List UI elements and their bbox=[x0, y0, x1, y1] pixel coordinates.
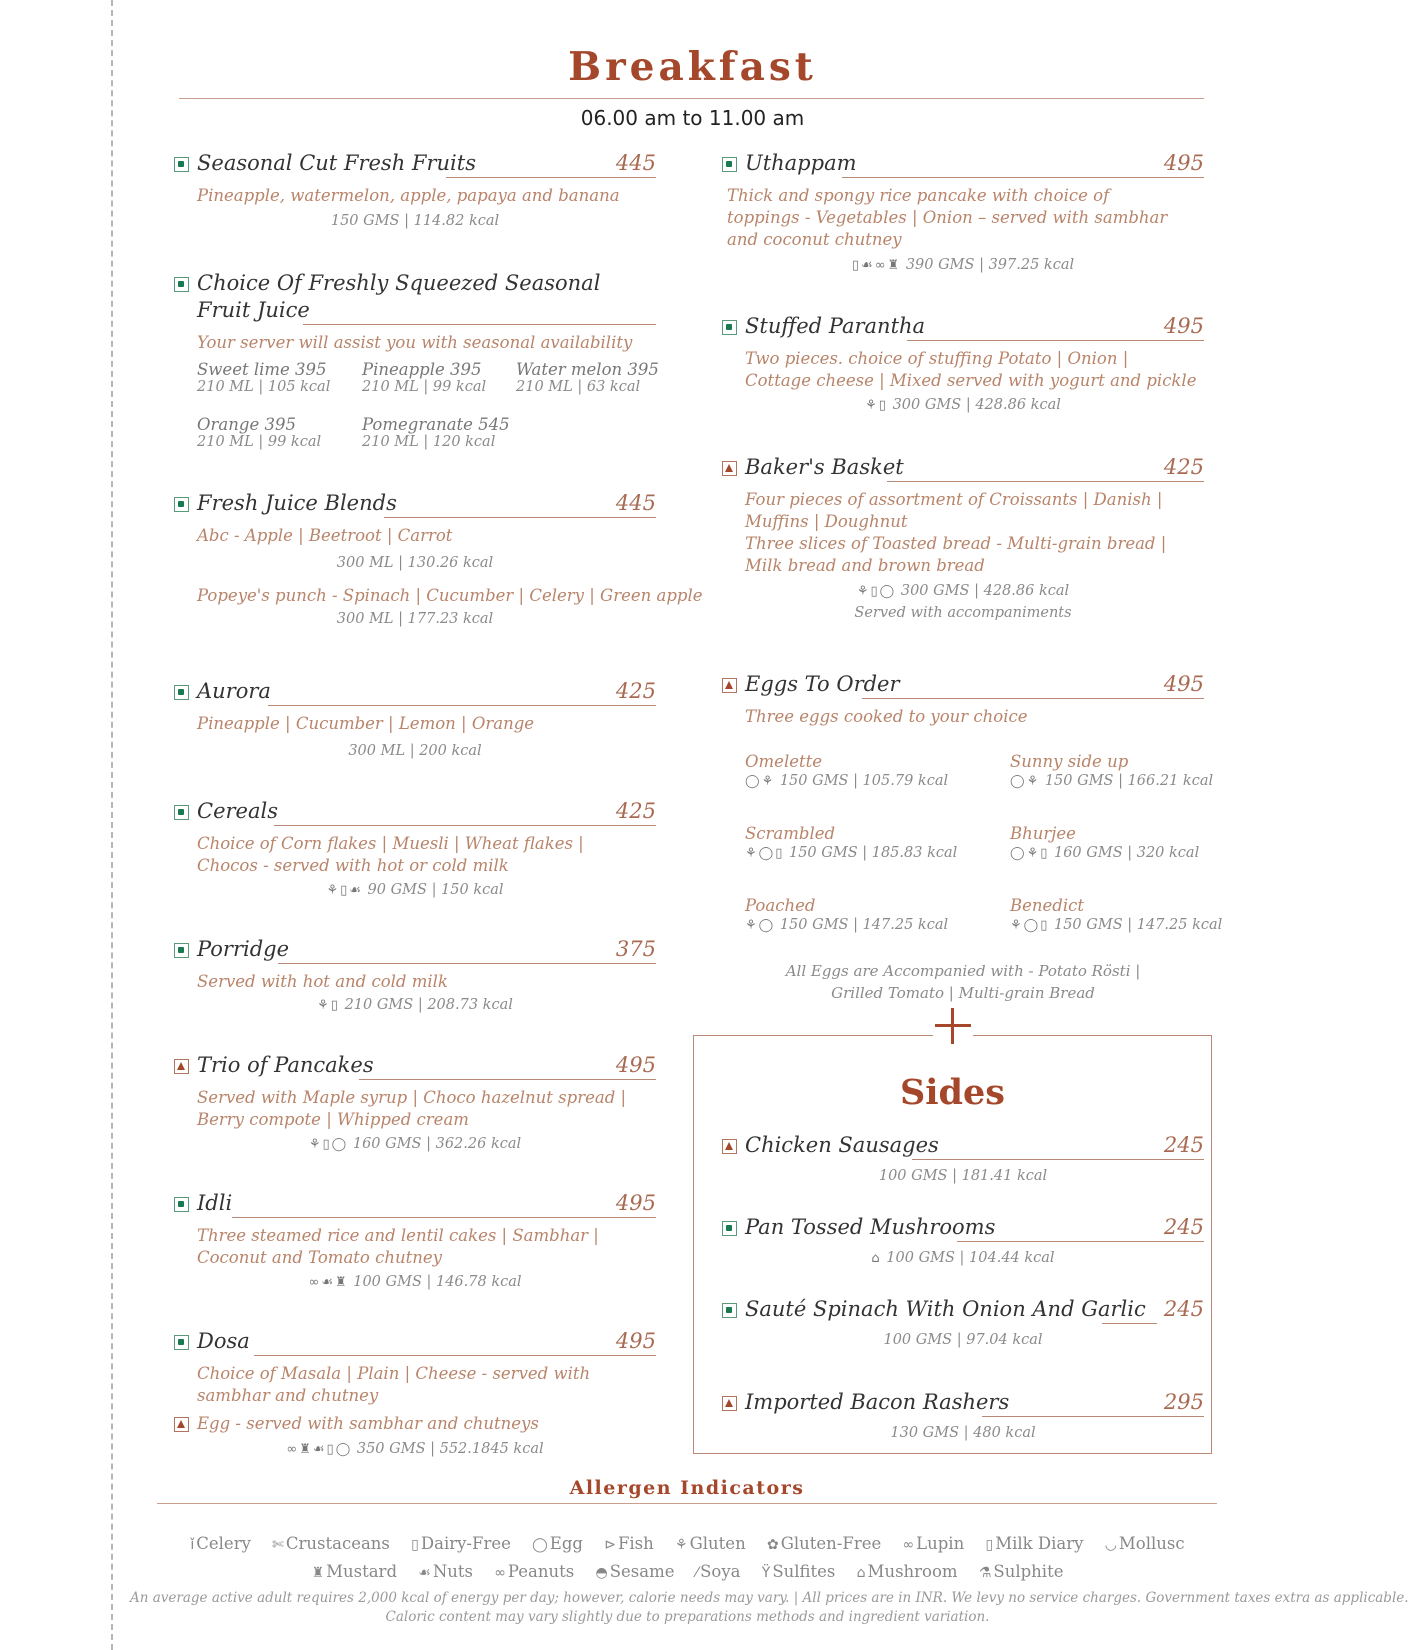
veg-icon bbox=[174, 805, 189, 820]
mustard-icon: ♜ bbox=[311, 1565, 325, 1581]
nutrition-text: 300 GMS | 428.86 kcal bbox=[892, 397, 1061, 413]
egg-icon: ◯ bbox=[335, 1442, 351, 1457]
mustard-icon: ♜ bbox=[887, 258, 900, 273]
lupin-icon: ∞ bbox=[902, 1537, 915, 1553]
item-price: 495 bbox=[615, 1329, 656, 1353]
veg-icon bbox=[174, 157, 189, 172]
egg-icon: ◯ bbox=[1010, 774, 1025, 789]
item-price: 425 bbox=[1163, 455, 1204, 479]
mustard-icon: ♜ bbox=[299, 1442, 311, 1457]
celery-icon: ǐ bbox=[190, 1537, 195, 1553]
milk-icon: ▯ bbox=[985, 1537, 994, 1553]
egg-option bbox=[745, 823, 957, 861]
allergen-peanuts: ∞ Peanuts bbox=[494, 1562, 575, 1581]
allergen-divider bbox=[157, 1503, 1217, 1504]
item-description: Pineapple, watermelon, apple, papaya and banana bbox=[197, 186, 620, 205]
item-description: Popeye's punch - Spinach | Cucumber | Celery | Green apple bbox=[197, 586, 703, 605]
item-price: 495 bbox=[615, 1053, 656, 1077]
egg-icon: ◯ bbox=[879, 584, 895, 599]
item-name: Trio of Pancakes bbox=[197, 1053, 374, 1077]
item-nutrition: 300 ML | 130.26 kcal bbox=[336, 555, 494, 571]
veg-icon bbox=[722, 1303, 737, 1318]
egg-icon: ◯ bbox=[1010, 846, 1025, 861]
item-description: Pineapple | Cucumber | Lemon | Orange bbox=[197, 714, 535, 733]
item-name: Pan Tossed Mushrooms bbox=[745, 1215, 996, 1239]
option-name: Pomegranate 545 bbox=[362, 415, 510, 434]
item-nutrition bbox=[722, 257, 1204, 273]
gluten-icon: ⚘ bbox=[1010, 918, 1022, 933]
juice-option bbox=[362, 360, 486, 395]
nonveg-icon bbox=[722, 1139, 737, 1154]
veg-icon bbox=[722, 157, 737, 172]
soya-icon: ⁄ bbox=[695, 1565, 699, 1581]
item-nutrition bbox=[174, 1441, 656, 1457]
allergen-sulfites: Ÿ Sulfites bbox=[761, 1562, 836, 1581]
juice-option bbox=[197, 415, 321, 450]
option-name: Water melon 395 bbox=[516, 360, 659, 379]
fish-icon: ⊳ bbox=[604, 1537, 616, 1553]
item-nutrition bbox=[174, 1274, 656, 1290]
veg-icon bbox=[174, 277, 189, 292]
nonveg-icon bbox=[722, 678, 737, 693]
allergen-soya: ⁄ Soya bbox=[695, 1562, 741, 1581]
milk-icon: ▯ bbox=[322, 1137, 330, 1152]
allergen-row bbox=[130, 1534, 1245, 1553]
option-nutrition: 150 GMS | 105.79 kcal bbox=[779, 773, 949, 789]
nutrition-text: 390 GMS | 397.25 kcal bbox=[905, 257, 1075, 273]
nuts-icon: ☙ bbox=[861, 258, 873, 273]
item-price: 495 bbox=[1163, 151, 1204, 175]
gluten-icon: ⚘ bbox=[761, 774, 774, 789]
menu-item-seasonal-fruits bbox=[174, 150, 656, 229]
menu-item-dosa bbox=[174, 1328, 656, 1457]
allergen-gluten-free: ✿ Gluten-Free bbox=[766, 1534, 882, 1553]
peanuts-icon: ∞ bbox=[494, 1565, 506, 1581]
menu-item-juice-blends bbox=[174, 490, 703, 627]
item-name: Chicken Sausages bbox=[745, 1133, 939, 1157]
item-description: Berry compote | Whipped cream bbox=[197, 1110, 469, 1129]
juice-option bbox=[197, 360, 330, 395]
veg-icon bbox=[174, 497, 189, 512]
nuts-icon: ☙ bbox=[349, 883, 361, 898]
nuts-icon: ☙ bbox=[312, 1442, 325, 1457]
mushroom-icon: ⌂ bbox=[856, 1565, 866, 1581]
egg-icon: ◯ bbox=[331, 1137, 347, 1152]
item-description: and coconut chutney bbox=[727, 230, 902, 249]
item-price: 425 bbox=[615, 679, 656, 703]
item-description: Coconut and Tomato chutney bbox=[197, 1248, 442, 1267]
item-nutrition: 300 ML | 200 kcal bbox=[348, 743, 482, 759]
plus-icon bbox=[933, 1006, 973, 1046]
milk-icon: ▯ bbox=[851, 258, 860, 273]
item-nutrition bbox=[174, 882, 656, 898]
option-nutrition: 210 ML | 99 kcal bbox=[197, 434, 322, 450]
allergen-row bbox=[130, 1562, 1245, 1581]
sulfites-icon: Ÿ bbox=[761, 1565, 771, 1581]
option-nutrition: 210 ML | 99 kcal bbox=[362, 379, 487, 395]
peanuts-icon: ∞ bbox=[308, 1275, 320, 1290]
mustard-icon: ♜ bbox=[334, 1275, 347, 1290]
item-description: sambhar and chutney bbox=[197, 1386, 379, 1405]
item-name: Idli bbox=[197, 1191, 233, 1215]
nonveg-icon bbox=[722, 461, 737, 476]
item-description: Four pieces of assortment of Croissants | Danish | bbox=[745, 490, 1163, 509]
item-description: Two pieces. choice of stuffing Potato | Onion | bbox=[745, 349, 1129, 368]
menu-item-cereals bbox=[174, 798, 656, 898]
allergen-mushroom: ⌂ Mushroom bbox=[856, 1562, 958, 1581]
gluten-icon: ⚘ bbox=[865, 398, 877, 413]
menu-item-eggs-to-order bbox=[722, 671, 1223, 1002]
eggs-note: All Eggs are Accompanied with - Potato Rösti | bbox=[785, 962, 1141, 980]
veg-icon bbox=[174, 1197, 189, 1212]
gluten-icon: ⚘ bbox=[308, 1137, 321, 1152]
item-name: Sauté Spinach With Onion And Garlic bbox=[745, 1297, 1146, 1321]
nutrition-text: 100 GMS | 104.44 kcal bbox=[886, 1250, 1055, 1266]
sides-title: Sides bbox=[899, 1072, 1006, 1113]
menu-item-pancakes bbox=[174, 1052, 656, 1152]
item-description: Abc - Apple | Beetroot | Carrot bbox=[197, 526, 453, 545]
menu-item-uthappam bbox=[722, 150, 1204, 273]
egg-option bbox=[1010, 895, 1222, 933]
side-item bbox=[722, 1296, 1204, 1348]
nonveg-icon bbox=[174, 1059, 189, 1074]
peanuts-icon: ∞ bbox=[286, 1442, 298, 1457]
option-name: Scrambled bbox=[745, 824, 836, 843]
allergen-egg: ◯ Egg bbox=[532, 1534, 583, 1553]
nonveg-icon bbox=[722, 1396, 737, 1411]
item-description: Served with Maple syrup | Choco hazelnut spread | bbox=[197, 1088, 627, 1107]
option-nutrition: 210 ML | 120 kcal bbox=[362, 434, 496, 450]
egg-option bbox=[745, 751, 948, 789]
milk-icon: ▯ bbox=[330, 998, 338, 1013]
gluten-icon: ⚘ bbox=[1026, 846, 1039, 861]
gluten-icon: ⚘ bbox=[745, 846, 757, 861]
item-nutrition bbox=[722, 1250, 1204, 1266]
gluten-icon: ⚘ bbox=[745, 918, 757, 933]
nuts-icon: ☙ bbox=[418, 1565, 431, 1581]
item-description: Three steamed rice and lentil cakes | Sambhar | bbox=[197, 1226, 599, 1245]
item-description: Three eggs cooked to your choice bbox=[745, 707, 1028, 726]
veg-icon bbox=[174, 685, 189, 700]
milk-icon: ▯ bbox=[326, 1442, 334, 1457]
mollusc-icon: ◡ bbox=[1104, 1537, 1117, 1553]
option-name: Bhurjee bbox=[1010, 824, 1076, 843]
gluten-icon: ⚘ bbox=[326, 883, 339, 898]
item-description: Served with hot and cold milk bbox=[197, 972, 448, 991]
menu-item-stuffed-parantha bbox=[722, 313, 1204, 413]
egg-icon: ◯ bbox=[532, 1537, 548, 1553]
item-nutrition bbox=[174, 1136, 656, 1152]
mushroom-icon: ⌂ bbox=[871, 1251, 880, 1266]
option-name: Omelette bbox=[745, 752, 823, 771]
item-description: Chocos - served with hot or cold milk bbox=[197, 856, 509, 875]
nutrition-text: 160 GMS | 362.26 kcal bbox=[352, 1136, 522, 1152]
menu-item-bakers-basket bbox=[722, 454, 1204, 621]
side-item bbox=[722, 1132, 1204, 1184]
option-name: Orange 395 bbox=[197, 415, 296, 434]
item-nutrition bbox=[174, 997, 656, 1013]
footer-note: Caloric content may vary slightly due to preparations methods and ingredient variation. bbox=[385, 1609, 990, 1625]
egg-icon: ◯ bbox=[758, 918, 774, 933]
gluten-icon: ⚘ bbox=[675, 1537, 688, 1553]
item-nutrition: 130 GMS | 480 kcal bbox=[890, 1425, 1036, 1441]
allergen-dairy-free: ▯ Dairy-Free bbox=[411, 1534, 511, 1553]
dashed-margin-line bbox=[111, 0, 113, 1650]
option-name: Sweet lime 395 bbox=[197, 360, 327, 379]
milk-icon: ▯ bbox=[340, 883, 348, 898]
nutrition-text: 350 GMS | 552.1845 kcal bbox=[356, 1441, 544, 1457]
item-name: Uthappam bbox=[745, 151, 857, 175]
allergen-fish: ⊳ Fish bbox=[604, 1534, 654, 1553]
item-name: Dosa bbox=[197, 1329, 250, 1353]
crustaceans-icon: ✄ bbox=[272, 1537, 284, 1553]
milk-icon: ▯ bbox=[878, 398, 886, 413]
item-name: Baker's Basket bbox=[745, 455, 904, 479]
option-nutrition: 210 ML | 105 kcal bbox=[197, 379, 331, 395]
item-description: Muffins | Doughnut bbox=[745, 512, 908, 531]
item-price: 375 bbox=[615, 937, 656, 961]
allergen-title: Allergen Indicators bbox=[569, 1477, 805, 1499]
item-price: 245 bbox=[1163, 1133, 1204, 1157]
item-description: Egg - served with sambhar and chutneys bbox=[197, 1414, 539, 1433]
menu-item-aurora bbox=[174, 678, 656, 759]
option-nutrition: 160 GMS | 320 kcal bbox=[1053, 845, 1200, 861]
item-name-line1: Choice Of Freshly Squeezed Seasonal bbox=[197, 271, 601, 295]
item-name: Fresh Juice Blends bbox=[197, 491, 397, 515]
item-price: 245 bbox=[1163, 1215, 1204, 1239]
veg-icon bbox=[722, 1221, 737, 1236]
milk-icon: ▯ bbox=[870, 584, 878, 599]
item-price: 425 bbox=[615, 799, 656, 823]
option-nutrition: 150 GMS | 147.25 kcal bbox=[1053, 917, 1223, 933]
page-title: Breakfast bbox=[568, 44, 817, 90]
item-price: 295 bbox=[1163, 1390, 1204, 1414]
gluten-free-icon: ✿ bbox=[766, 1537, 779, 1553]
egg-icon: ◯ bbox=[745, 774, 760, 789]
allergen-gluten: ⚘ Gluten bbox=[675, 1534, 746, 1553]
item-name: Eggs To Order bbox=[745, 672, 900, 696]
item-name: Porridge bbox=[197, 937, 290, 961]
item-price: 495 bbox=[615, 1191, 656, 1215]
item-description: Choice of Corn flakes | Muesli | Wheat flakes | bbox=[197, 834, 584, 853]
item-nutrition bbox=[722, 397, 1204, 413]
juice-option bbox=[362, 415, 510, 450]
service-hours: 06.00 am to 11.00 am bbox=[580, 106, 805, 130]
allergen-mollusc: ◡ Mollusc bbox=[1104, 1534, 1185, 1553]
sulphite-icon: ⚗ bbox=[978, 1565, 992, 1581]
item-price: 445 bbox=[615, 151, 656, 175]
item-name: Cereals bbox=[197, 799, 278, 823]
item-price: 495 bbox=[1163, 672, 1204, 696]
allergen-celery: ǐ Celery bbox=[190, 1534, 251, 1553]
item-price: 445 bbox=[615, 491, 656, 515]
title-divider bbox=[179, 98, 1204, 99]
item-price: 245 bbox=[1163, 1297, 1204, 1321]
side-item bbox=[722, 1214, 1204, 1266]
veg-icon bbox=[174, 943, 189, 958]
peanuts-icon: ∞ bbox=[874, 258, 886, 273]
egg-option bbox=[745, 895, 948, 933]
item-nutrition: 150 GMS | 114.82 kcal bbox=[330, 213, 500, 229]
nutrition-text: 90 GMS | 150 kcal bbox=[367, 882, 504, 898]
allergen-milk: ▯ Milk Diary bbox=[985, 1534, 1084, 1553]
item-price: 495 bbox=[1163, 314, 1204, 338]
egg-option bbox=[1010, 823, 1199, 861]
milk-icon: ▯ bbox=[1040, 918, 1048, 933]
option-name: Pineapple 395 bbox=[362, 360, 482, 379]
item-name: Aurora bbox=[197, 679, 271, 703]
veg-icon bbox=[722, 320, 737, 335]
nuts-icon: ☙ bbox=[321, 1275, 333, 1290]
item-description: Thick and spongy rice pancake with choice of bbox=[727, 186, 1110, 205]
nutrition-text: 300 GMS | 428.86 kcal bbox=[900, 583, 1070, 599]
item-name: Imported Bacon Rashers bbox=[745, 1390, 1010, 1414]
item-description: toppings - Vegetables | Onion – served with sambhar bbox=[727, 208, 1168, 227]
option-nutrition: 150 GMS | 166.21 kcal bbox=[1044, 773, 1214, 789]
item-description: Your server will assist you with seasonal availability bbox=[197, 333, 633, 352]
item-nutrition: 100 GMS | 97.04 kcal bbox=[883, 1332, 1043, 1348]
juice-option bbox=[516, 360, 659, 395]
item-name: Stuffed Parantha bbox=[745, 314, 926, 338]
nutrition-text: 210 GMS | 208.73 kcal bbox=[344, 997, 513, 1013]
milk-icon: ▯ bbox=[1040, 846, 1048, 861]
item-name-line2: Fruit Juice bbox=[197, 298, 310, 322]
veg-icon bbox=[174, 1335, 189, 1350]
egg-icon: ◯ bbox=[758, 846, 774, 861]
menu-item-seasonal-juice bbox=[174, 270, 659, 450]
item-description: Cottage cheese | Mixed served with yogurt and pickle bbox=[745, 371, 1197, 390]
gluten-icon: ⚘ bbox=[317, 998, 329, 1013]
item-nutrition bbox=[722, 583, 1204, 599]
option-nutrition: 150 GMS | 185.83 kcal bbox=[788, 845, 958, 861]
egg-option bbox=[1010, 751, 1213, 789]
menu-item-porridge bbox=[174, 936, 656, 1013]
gluten-icon: ⚘ bbox=[856, 584, 869, 599]
sesame-icon: ◓ bbox=[595, 1565, 608, 1581]
item-description: Three slices of Toasted bread - Multi-grain bread | bbox=[745, 534, 1167, 553]
gluten-icon: ⚘ bbox=[1026, 774, 1039, 789]
eggs-note: Grilled Tomato | Multi-grain Bread bbox=[831, 984, 1095, 1002]
item-description: Choice of Masala | Plain | Cheese - served with bbox=[197, 1364, 591, 1383]
nutrition-text: 100 GMS | 146.78 kcal bbox=[353, 1274, 522, 1290]
item-nutrition: 100 GMS | 181.41 kcal bbox=[878, 1168, 1048, 1184]
allergen-nuts: ☙ Nuts bbox=[418, 1562, 473, 1581]
item-description: Milk bread and brown bread bbox=[745, 556, 985, 575]
footer-note: An average active adult requires 2,000 kcal of energy per day; however, calorie needs may vary. | All prices are in INR. We levy no service charges. Government taxes extra as applicable. bbox=[130, 1590, 1409, 1606]
nonveg-icon bbox=[174, 1417, 189, 1432]
option-nutrition: 210 ML | 63 kcal bbox=[516, 379, 641, 395]
milk-icon: ▯ bbox=[775, 846, 783, 861]
allergen-lupin: ∞ Lupin bbox=[902, 1534, 965, 1553]
item-note: Served with accompaniments bbox=[854, 605, 1072, 621]
item-name: Seasonal Cut Fresh Fruits bbox=[197, 151, 476, 175]
option-nutrition: 150 GMS | 147.25 kcal bbox=[779, 917, 949, 933]
allergen-mustard: ♜ Mustard bbox=[311, 1562, 398, 1581]
dairy-free-icon: ▯ bbox=[411, 1537, 419, 1553]
item-nutrition: 300 ML | 177.23 kcal bbox=[336, 611, 494, 627]
allergen-sulphite: ⚗ Sulphite bbox=[978, 1562, 1064, 1581]
egg-icon: ◯ bbox=[1023, 918, 1039, 933]
allergen-crustaceans: ✄ Crustaceans bbox=[272, 1534, 390, 1553]
option-name: Benedict bbox=[1010, 896, 1084, 915]
menu-item-idli bbox=[174, 1190, 656, 1290]
option-name: Sunny side up bbox=[1010, 752, 1129, 771]
side-item bbox=[722, 1389, 1204, 1441]
allergen-sesame: ◓ Sesame bbox=[595, 1562, 675, 1581]
option-name: Poached bbox=[745, 896, 816, 915]
